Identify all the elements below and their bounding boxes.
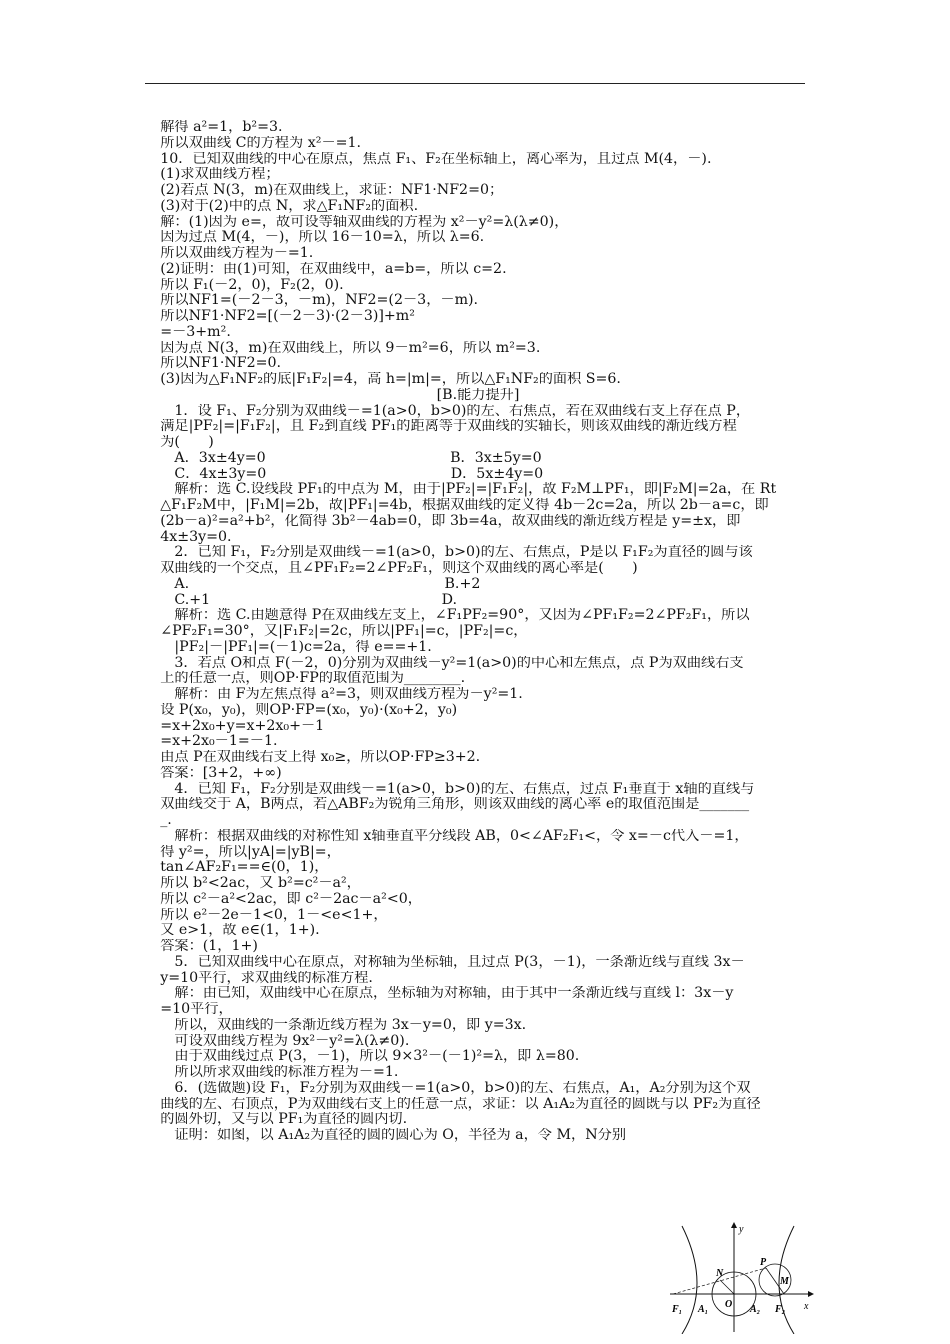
text-line: 所以所求双曲线的标准方程为－=1.	[146, 1065, 399, 1080]
text-line: 6．(选做题)设 F₁，F₂分别为双曲线－=1(a>0，b>0)的左、右焦点，A₁，A₂分别为这个双	[146, 1080, 751, 1096]
label-f2: F₂	[775, 1304, 786, 1315]
text-line: 1．设 F₁、F₂分别为双曲线－=1(a>0，b>0)的左、右焦点，若在双曲线右支上存在点 P，	[146, 403, 751, 419]
document-body	[146, 120, 810, 1144]
text-line: 所以双曲线 C的方程为 x²－=1.	[146, 135, 362, 151]
text-line: 解：由已知，双曲线中心在原点，坐标轴为对称轴，由于其中一条渐近线与直线 l：3x－y	[146, 986, 734, 1002]
text-line: 所以 c²－a²<2ac，即 c²－2ac－a²<0，	[146, 891, 422, 907]
text-line: 5．已知双曲线中心在原点，对称轴为坐标轴，且过点 P(3，－1)，一条渐近线与直线 3x－	[146, 954, 745, 970]
text-line: 因为点 N(3，m)在双曲线上，所以 9－m²=6，所以 m²=3.	[146, 340, 541, 356]
text-line: 由于双曲线过点 P(3，－1)，所以 9×3²－(－1)²=λ，即 λ=80.	[146, 1049, 580, 1065]
left-branch	[682, 1226, 697, 1334]
text-line: 10．已知双曲线的中心在原点，焦点 F₁、F₂在坐标轴上，离心率为，且过点 M(4，－).	[146, 151, 712, 167]
text-line: 证明：如图，以 A₁A₂为直径的圆的圆心为 O，半径为 a，令 M，N分别	[146, 1128, 627, 1143]
text-line: 双曲线的一个交点，且∠PF₁F₂=2∠PF₂F₁，则这个双曲线的离心率是( )	[146, 561, 638, 576]
text-line: =x+2x₀+y=x+2x₀+－1	[146, 718, 325, 734]
text-line: 曲线的左、右顶点，P为双曲线右支上的任意一点，求证：以 A₁A₂为直径的圆既与以 PF₂为直径	[146, 1096, 761, 1112]
text-line: 所以 F₁(－2，0)，F₂(2，0).	[146, 277, 344, 293]
text-line: (3)对于(2)中的点 N，求△F₁NF₂的面积.	[146, 198, 419, 214]
text-line: 为( )	[146, 435, 214, 450]
hyperbola-figure	[668, 1222, 818, 1334]
text-line: 所以双曲线方程为－=1.	[146, 246, 314, 261]
label-o: O	[725, 1299, 733, 1310]
text-line: 上的任意一点，则OP·FP的取值范围为________.	[146, 671, 466, 687]
text-line: ∠PF₂F₁=30°，又|F₁F₂|=2c，所以|PF₁|=c，|PF₂|=c，	[146, 624, 528, 639]
label-m: M	[780, 1276, 789, 1287]
text-line: 因为过点 M(4，－)，所以 16－10=λ，所以 λ=6.	[146, 230, 485, 246]
text-line: 所以NF1·NF2=0.	[146, 356, 282, 372]
text-line: △F₁F₂M中，|F₁M|=2b，故|PF₁|=4b，根据双曲线的定义得 4b－2c=2a，所以 2b－a=c，即	[146, 498, 769, 513]
text-line: 解：(1)因为 e=，故可设等轴双曲线的方程为 x²－y²=λ(λ≠0)，	[146, 214, 569, 230]
text-line: 解析：由 F为左焦点得 a²=3，则双曲线方程为－y²=1.	[146, 687, 523, 702]
text-line: A．3x±4y=0 B．3x±5y=0	[146, 450, 542, 466]
label-x: x	[804, 1301, 809, 1312]
text-line: 满足|PF₂|=|F₁F₂|，且 F₂到直线 PF₁的距离等于双曲线的实轴长，则该双曲线的渐近线方程	[146, 419, 737, 435]
text-line: 得 y²=，所以|yA|=|yB|=，	[146, 844, 341, 860]
label-n: N	[716, 1268, 724, 1279]
label-p: P	[760, 1257, 767, 1268]
text-line: |PF₂|－|PF₁|=(－1)c=2a，得 e==+1.	[146, 639, 432, 655]
text-line: C．4x±3y=0 D．5x±4y=0	[146, 466, 544, 482]
text-line: 所以NF1·NF2=[(－2－3)·(2－3)]+m²	[146, 309, 415, 324]
text-line: (1)求双曲线方程；	[146, 167, 280, 183]
text-line: _.	[146, 813, 172, 828]
text-line: 所以 b²<2ac，又 b²=c²－a²，	[146, 876, 361, 891]
text-line: y=10平行，求双曲线的标准方程.	[146, 970, 373, 986]
text-line: 4．已知 F₁，F₂分别是双曲线－=1(a>0，b>0)的左、右焦点，过点 F₁垂直于 x轴的直线与	[146, 781, 755, 797]
text-line: 4x±3y=0.	[146, 529, 232, 545]
label-a2: A₂	[750, 1304, 761, 1315]
text-line: 解析：根据双曲线的对称性知 x轴垂直平分线段 AB，0<∠AF₂F₁<，令 x=－c代入－=1，	[146, 828, 749, 844]
text-line: C.+1 D.	[146, 592, 458, 608]
y-arrow-icon	[731, 1222, 737, 1228]
segment-on	[720, 1280, 734, 1294]
text-line: 答案：(1，1+)	[146, 939, 258, 954]
text-line: 3．若点 O和点 F(－2，0)分别为双曲线－y²=1(a>0)的中心和左焦点，点 P为双曲线右支	[146, 655, 744, 671]
text-line: A. B.+2	[146, 576, 481, 592]
text-line: =x+2x₀－1=－1.	[146, 734, 278, 750]
text-line: 的圆外切，又与以 PF₁为直径的圆内切.	[146, 1112, 408, 1128]
text-line: 解析：选 C.由题意得 P在双曲线左支上，∠F₁PF₂=90°，又因为∠PF₁F₂=2∠PF₂F₁，所以	[146, 608, 750, 624]
text-line: 解得 a²=1，b²=3.	[146, 120, 283, 135]
label-a1: A₁	[698, 1304, 709, 1315]
text-line: 答案：[3+2，+∞)	[146, 765, 282, 781]
header-rule	[145, 83, 805, 84]
label-f1: F₁	[672, 1304, 683, 1315]
text-line: (2b－a)²=a²+b²，化简得 3b²－4ab=0，即 3b=4a，故双曲线的渐近线方程是 y=±x，即	[146, 513, 741, 529]
text-line: (2)证明：由(1)可知，在双曲线中，a=b=，所以 c=2.	[146, 261, 507, 277]
text-line: (3)因为△F₁NF₂的底|F₁F₂|=4，高 h=|m|=，所以△F₁NF₂的面积 S=6.	[146, 372, 621, 387]
text-line: 解析：选 C.设线段 PF₁的中点为 M，由于|PF₂|=|F₁F₂|，故 F₂M⊥PF₁，即|F₂M|=2a，在 Rt	[146, 482, 777, 498]
text-line: =10平行，	[146, 1002, 233, 1017]
x-arrow-icon	[808, 1291, 814, 1297]
text-line: (2)若点 N(3，m)在双曲线上，求证：NF1·NF2=0；	[146, 183, 504, 198]
section-heading: [B.能力提升]	[436, 387, 520, 403]
text-line: 所以NF1=(－2－3，－m)，NF2=(2－3，－m).	[146, 293, 479, 309]
text-line: =－3+m².	[146, 324, 231, 340]
text-line: 可设双曲线方程为 9x²－y²=λ(λ≠0).	[146, 1033, 410, 1049]
text-line: 由点 P在双曲线右支上得 x₀≥，所以OP·FP≥3+2.	[146, 750, 481, 765]
text-line: 2．已知 F₁，F₂分别是双曲线－=1(a>0，b>0)的左、右焦点，P是以 F₁F₂为直径的圆与该	[146, 545, 753, 561]
text-line: 设 P(x₀，y₀)，则OP·FP=(x₀，y₀)·(x₀+2，y₀)	[146, 702, 458, 718]
text-line: tan∠AF₂F₁==∈(0，1)，	[146, 860, 329, 876]
text-line: 双曲线交于 A，B两点，若△ABF₂为锐角三角形，则该双曲线的离心率 e的取值范围是_______	[146, 797, 750, 813]
text-line: 所以 e²－2e－1<0，1－<e<1+，	[146, 907, 388, 923]
label-y: y	[739, 1224, 744, 1235]
text-line: 所以，双曲线的一条渐近线方程为 3x－y=0，即 y=3x.	[146, 1017, 527, 1033]
text-line: 又 e>1，故 e∈(1，1+).	[146, 923, 320, 939]
